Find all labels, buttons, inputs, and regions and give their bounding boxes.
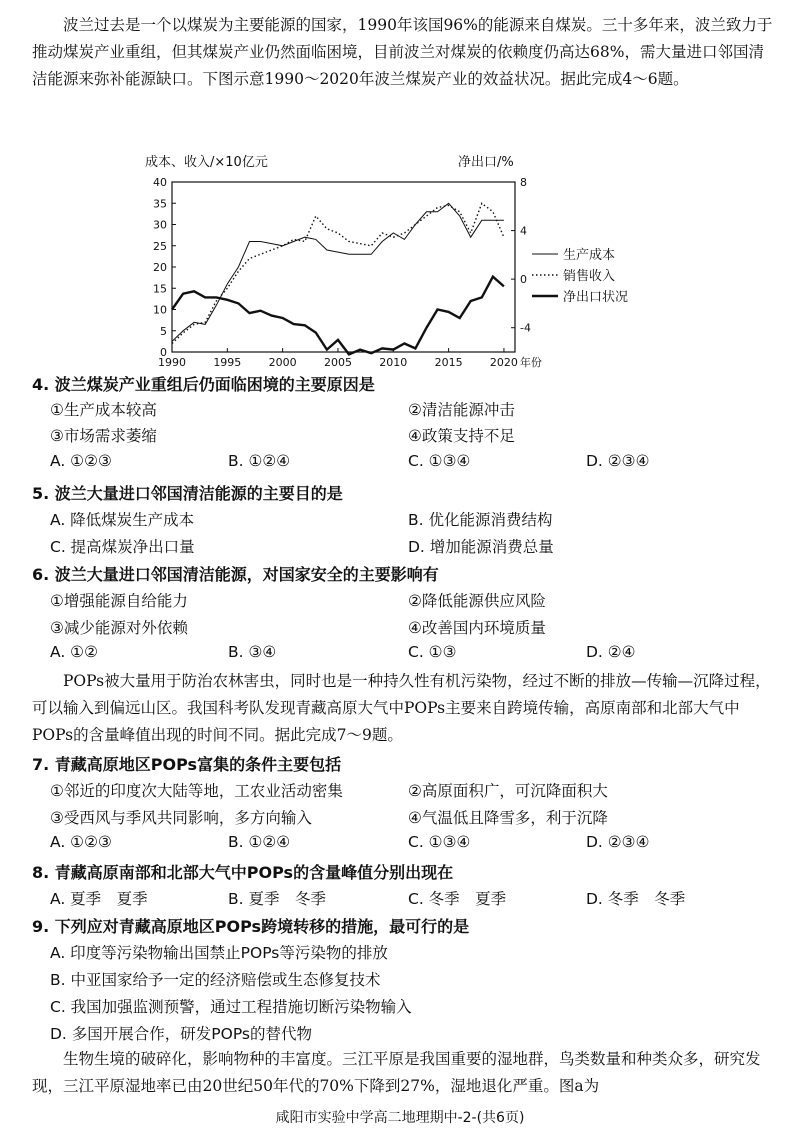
q7-item-1: ①邻近的印度次大陆等地，工农业活动密集	[50, 782, 343, 800]
q8-choice-b[interactable]: B. 夏季 冬季	[228, 890, 326, 908]
y-right-tick-label: -4	[520, 321, 531, 335]
q8-choice-c[interactable]: C. 冬季 夏季	[408, 890, 507, 908]
series-line-1	[172, 203, 504, 341]
q7-item-2: ②高原面积广，可沉降面积大	[408, 782, 608, 800]
y-left-tick-label: 30	[153, 218, 167, 232]
q4-choice-b[interactable]: B. ①②④	[228, 452, 291, 470]
y-left-tick-label: 40	[153, 176, 167, 189]
q5-choice-a[interactable]: A. 降低煤炭生产成本	[50, 511, 195, 529]
q5-choice-c[interactable]: C. 提高煤炭净出口量	[50, 538, 195, 556]
intro-paragraph-3: 生物生境的破碎化，影响物种的丰富度。三江平原是我国重要的湿地群，鸟类数量和种类众多，研究发现，三江平原湿地率已由20世纪50年代的70%下降到27%，湿地退化严重。图a为	[32, 1050, 761, 1095]
y-left-tick-label: 5	[160, 324, 167, 338]
q6-item-4: ④改善国内环境质量	[408, 619, 546, 637]
q9-choice-b[interactable]: B. 中亚国家给予一定的经济赔偿或生态修复技术	[50, 971, 381, 989]
y-right-tick-label: 0	[520, 273, 527, 287]
q7-item-4: ④气温低且降雪多，利于沉降	[408, 809, 608, 827]
series-line-3	[172, 277, 504, 355]
y-left-label: 成本、收入/×10亿元	[145, 155, 268, 170]
intro-paragraph-2: POPs被大量用于防治农林害虫，同时也是一种持久性有机污染物，经过不断的排放—传输—沉降过程，可以输入到偏远山区。我国科考队发现青藏高原大气中POPs主要来自跨境传输，高原南部和北部大气中POPs的含量峰值出现的时间不同。据此完成7～9题。	[32, 672, 771, 744]
question-7-stem: 7. 青藏高原地区POPs富集的条件主要包括	[32, 755, 342, 774]
q5-choice-d[interactable]: D. 增加能源消费总量	[408, 538, 554, 556]
q9-choice-c[interactable]: C. 我国加强监测预警，通过工程措施切断污染物输入	[50, 998, 412, 1016]
q9-choice-a[interactable]: A. 印度等污染物输出国禁止POPs等污染物的排放	[50, 944, 388, 962]
y-left-tick-label: 0	[160, 346, 167, 359]
x-tick-label: 2010	[379, 356, 408, 369]
y-right-tick-label: 8	[520, 176, 527, 189]
series-lines	[172, 203, 504, 354]
question-4-stem: 4. 波兰煤炭产业重组后仍面临困境的主要原因是	[32, 375, 375, 394]
x-tick-label: 2015	[434, 356, 463, 369]
coal-industry-chart	[130, 150, 690, 372]
q4-item-3: ③市场需求萎缩	[50, 427, 157, 445]
q5-choice-b[interactable]: B. 优化能源消费结构	[408, 511, 553, 529]
q4-item-2: ②清洁能源冲击	[408, 401, 515, 419]
legend	[532, 247, 628, 305]
question-8-stem: 8. 青藏高原南部和北部大气中POPs的含量峰值分别出现在	[32, 863, 454, 882]
question-6-stem: 6. 波兰大量进口邻国清洁能源，对国家安全的主要影响有	[32, 565, 439, 584]
q6-item-2: ②降低能源供应风险	[408, 592, 546, 610]
question-9-stem: 9. 下列应对青藏高原地区POPs跨境转移的措施，最可行的是	[32, 917, 470, 936]
axis-ticks	[153, 176, 542, 369]
q6-item-3: ③减少能源对外依赖	[50, 619, 188, 637]
q7-choice-d[interactable]: D. ②③④	[586, 833, 650, 851]
q4-choice-c[interactable]: C. ①③④	[408, 452, 471, 470]
q4-choice-a[interactable]: A. ①②③	[50, 452, 112, 470]
y-left-tick-label: 10	[153, 303, 167, 317]
x-tick-label: 1995	[213, 356, 242, 369]
y-left-tick-label: 35	[153, 197, 167, 211]
legend-label-1: 生产成本	[563, 248, 616, 263]
q6-choice-c[interactable]: C. ①③	[408, 643, 457, 661]
q6-choice-a[interactable]: A. ①②	[50, 643, 98, 661]
y-right-label: 净出口/%	[458, 155, 514, 170]
q7-choice-c[interactable]: C. ①③④	[408, 833, 471, 851]
y-right-tick-label: 4	[520, 224, 527, 238]
q8-choice-a[interactable]: A. 夏季 夏季	[50, 890, 148, 908]
x-axis-label: 年份	[519, 356, 542, 369]
series-line-2	[172, 203, 504, 343]
x-tick-label: 2020	[489, 356, 518, 369]
q6-item-1: ①增强能源自给能力	[50, 592, 188, 610]
legend-label-2: 销售收入	[563, 269, 616, 284]
y-left-tick-label: 15	[153, 282, 167, 296]
question-5-stem: 5. 波兰大量进口邻国清洁能源的主要目的是	[32, 484, 343, 503]
intro-paragraph-1: 波兰过去是一个以煤炭为主要能源的国家，1990年该国96%的能源来自煤炭。三十多年来，波兰致力于推动煤炭产业重组，但其煤炭产业仍然面临困境，目前波兰对煤炭的依赖度仍高达68%，需大量进口邻国清洁能源来弥补能源缺口。下图示意1990～2020年波兰煤炭产业的效益状况。据此完成4～6题。	[32, 16, 773, 88]
q7-choice-b[interactable]: B. ①②④	[228, 833, 291, 851]
q4-item-4: ④政策支持不足	[408, 427, 515, 445]
y-left-tick-label: 25	[153, 239, 167, 253]
x-tick-label: 1990	[158, 356, 186, 369]
q9-choice-d[interactable]: D. 多国开展合作，研发POPs的替代物	[50, 1025, 312, 1043]
q6-choice-d[interactable]: D. ②④	[586, 643, 636, 661]
q7-item-3: ③受西风与季风共同影响，多方向输入	[50, 809, 312, 827]
y-left-tick-label: 20	[153, 261, 167, 274]
x-tick-label: 2005	[323, 356, 352, 369]
x-tick-label: 2000	[268, 356, 297, 369]
q6-choice-b[interactable]: B. ③④	[228, 643, 277, 661]
page-footer: 咸阳市实验中学高二地理期中-2-(共6页)	[275, 1110, 525, 1126]
q7-choice-a[interactable]: A. ①②③	[50, 833, 112, 851]
q8-choice-d[interactable]: D. 冬季 冬季	[586, 890, 686, 908]
q4-choice-d[interactable]: D. ②③④	[586, 452, 650, 470]
plot-frame	[172, 182, 515, 352]
legend-label-3: 净出口状况	[563, 290, 629, 305]
q4-item-1: ①生产成本较高	[50, 401, 157, 419]
